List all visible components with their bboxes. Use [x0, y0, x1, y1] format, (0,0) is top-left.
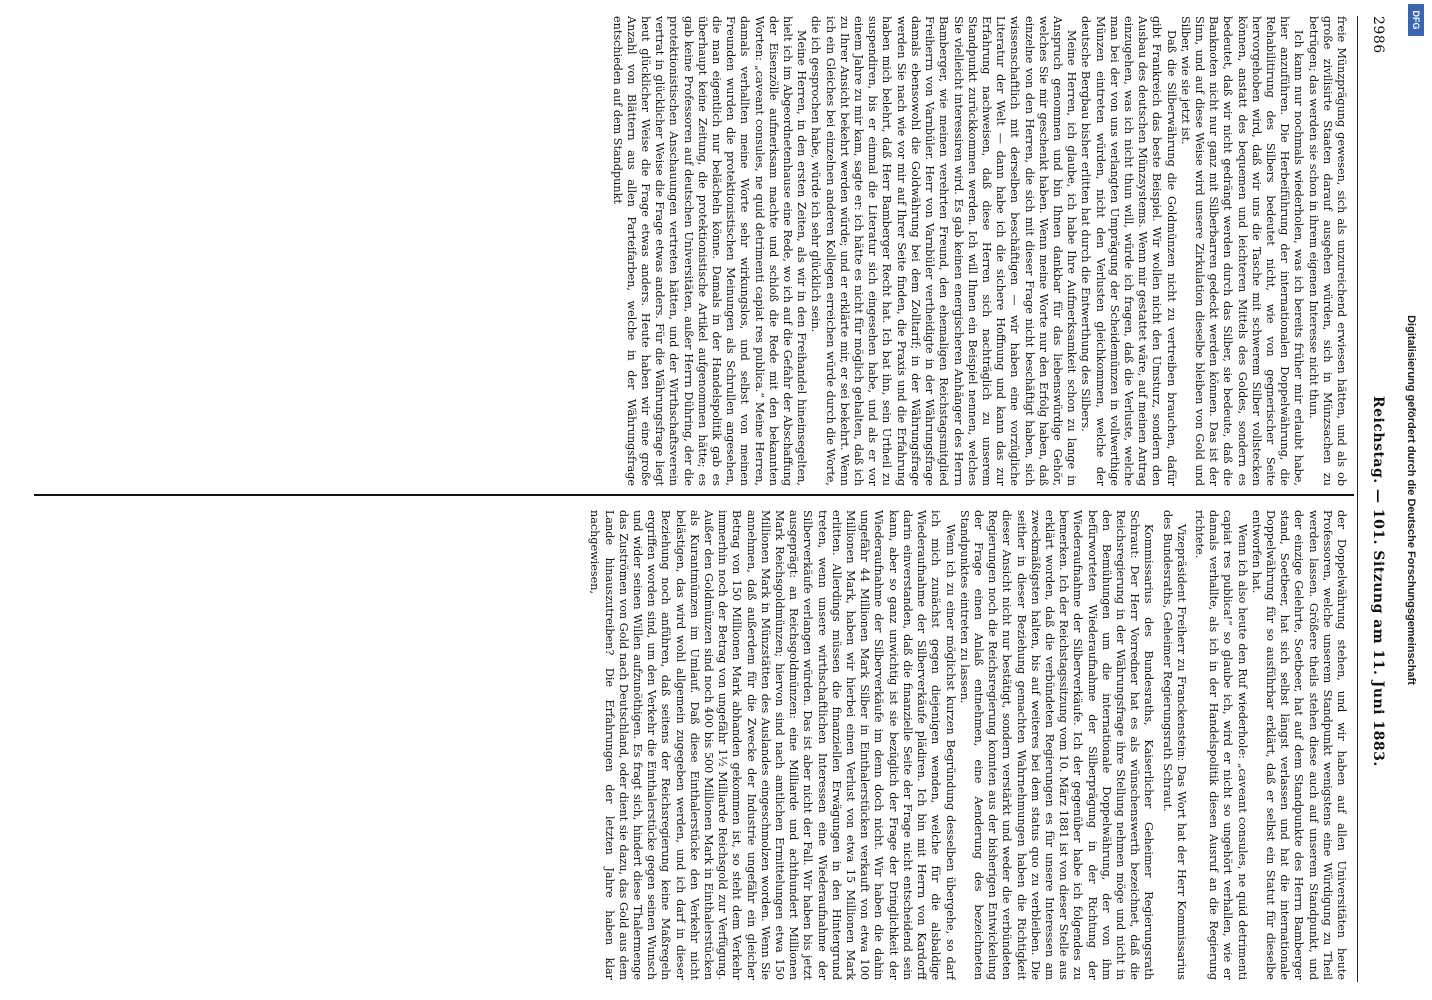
page-header	[1356, 16, 1392, 982]
dfg-logo	[1408, 4, 1424, 36]
digitization-notice-text: Digitalisierung gefördert durch die Deutsche Forschungsgemeinschaft	[1405, 315, 1417, 685]
column-divider	[34, 494, 1354, 496]
dfg-logo-text: DFG	[1411, 10, 1421, 30]
paragraph: der Doppelwährung stehen, und wir haben auf allen Universitäten heute Professoren, welche unserem Standpunkt wenigstens eine Würdigung zu Theil werden lassen. Größere theils stehen diese auch auf unserem Standpunkt, und der einzige Gelehrte, Soetbeer, hat auf dem Standpunkte des Herrn Bamberger stand, Soetbeer, hat sich selbst längst verlassen und hat die internationale Doppelwährung für so ausführbar erklärt, daß er selbst ein Statut für dieselbe entworfen hat.	[1249, 510, 1348, 980]
speaker-paragraph: Kommissarius des Bundesraths, Kaiserlicher Geheimer Regierungsrath Schraut: Der Herr Vorredner hat es als wünschenswerth bezeichnet, daß die Reichsregierung in der Währungsfrage ihre Stellung nehmen möge und nicht in den Bemühungen um die internationale Doppelwährung, der von ihm befürworteten Wiederaufnahme der Silberprägung in der Richtung der Wiederaufnahme der Silberverkäufe. Ich der gegenüber habe ich folgendes zu bemerken. Ich der Reichstagssitzung vom 10. März 1881 ist von dieser Stelle aus erklärt worden, daß die verbündeten Regierungen es für unsere Interessen am zweckmäßigsten halten, bis auf weiteres bei dem status quo zu verbleiben. Die seither in dieser Beziehung gemachten Wahrnehmungen haben die Richtigkeit dieser Ansicht nicht nur bestätigt, sondern verstärkt und weder die verbündeten Regierungen noch die Reichsregierung konnten aus der bisherigen Entwickelung der Frage einen Anlaß entnehmen, eine Aenderung des bezeichneten Standpunktes eintreten zu lassen.	[957, 510, 1156, 980]
rotated-page-content	[22, 0, 1400, 1000]
paragraph: Wenn ich zu einer möglichst kurzen Begründung desselben übergehe, so darf ich mich zunächst gegen diejenigen wenden, welche für die alsbaldige Wiederaufnahme der Silberverkäufe plädiren. Ich bin mit Herrn von Kardorff darin einverstanden, daß die finanzielle Seite der Frage nicht entscheidend sein kann, aber so ganz unwichtig ist sie bezüglich der Frage der Dringlichkeit der Wiederaufnahme der Silberverkäufe im denn doch nicht. Wir haben die dahin ungefähr 44 Millionen Mark Silber in Einthalerstücken verkauft von etwa 100 Millionen Mark, haben wir hierbei einen Verlust von etwa 15 Millionen Mark erlitten. Allerdings müssen die finanziellen Erwägungen in den Hintergrund treten, wenn unsere wirthschaftlichen Interessen eine Wiederaufnahme der Silberverkäufe verlangen würden. Das ist aber nicht der Fall. Wir haben bis jetzt ausgeprägt: an Reichsgoldmünzen: eine Milliarde und achthundert Millionen Mark Reichsgoldmünzen; hiervon sind nach amtlichen Ermittelungen etwa 150 Millionen Mark in Münzstätten des Auslandes eingeschmolzen worden. Wenn Sie annehmen, daß außerdem für die Zwecke der Industrie ungefähr ein gleicher Betrag von 150 Millionen Mark abhanden gekommen ist, so steht dem Verkehr immerhin noch der Betrag von ungefähr 1½ Milliarde Reichsgold zur Verfügung. Außer den Goldmünzen sind noch 400 bis 500 Millionen Mark in Einthalerstücken als Kurantmünzen im Umlauf. Daß diese Einthalerstücke den Verkehr nicht belästigen, das wird wohl allgemein zugegeben werden, und ich darf in dieser Beziehung noch anführen, daß seitens der Reichsregierung keine Maßregeln ergriffen worden sind, um den Verkehr die Einthalerstücke gegen seinen Wunsch und wider seinen Willen aufzunöthigen. Es fragt sich, hindert diese Thalermenge das Zuströmen von Gold nach Deutschland, oder dient sie dazu, das Gold aus dem Lande hinauszutreiben? Die Erfahrungen der letzten Jahre haben klar nachgewiesen,	[588, 510, 957, 980]
speaker-paragraph: Vizepräsident Freiherr zu Franckenstein: Das Wort hat der Herr Kommissarius des Bundesraths, Geheimer Regierungsrath Schraut.	[1160, 510, 1188, 980]
right-column	[38, 510, 1348, 980]
paragraph: freie Münzprägung gewesen, sich als unzureichend erwiesen hätten, und als ob große zivilisirte Staaten darauf ausgehen würden, sich in Münzsachen zu betrügen; das werden sie schon in ihrem eigenen Interesse nicht thun.	[1306, 16, 1348, 486]
header-rule	[1357, 16, 1358, 982]
left-column	[38, 16, 1348, 486]
digitization-notice	[1398, 0, 1424, 1000]
paragraph: Meine Herren, ich glaube, ich habe Ihre Aufmerksamkeit schon zu lange in Anspruch genommen und bin Ihnen dankbar für das liebenswürdige Gehör, welches Sie mir geschenkt haben. Wenn meine Worte nur den Erfolg haben, daß einzelne von den Herren, die sich mit dieser Frage nicht beschäftigt haben, sich wissenschaftlich mit derselben beschäftigen — wir haben eine vorzügliche Literatur der Welt — dann habe ich die sichere Hoffnung und kann das zur Erfahrung nachweisen, daß diese Herren sich nachträglich zu unserem Standpunkt zurückkommen werden. Ich will Ihnen ein Beispiel nennen, welches Sie vielleicht interessiren wird. Es gab keinen energischeren Anhänger des Herrn Bamberger, wie meinen verehrten Freund, den ehemaligen Reichstagsmitglied Freiherrn von Varnbüler. Herr von Varnbüler vertheidigte in der Währungsfrage damals ebensowohl die Goldwährung bei dem Zolltarif; in der Währungsfrage werden Sie nach wie vor mir auf Ihrer Seite finden, die Praxis und die Erfahrung haben mich belehrt, daß Herr Bamberger Recht hat. Ich bat ihn, sein Urtheil zu suspendiren, bis er einmal die Literatur sich eingesehen habe, und als er vor einem Jahre zu mir kam, sagte er: ich hätte es nicht für möglich gehalten, daß ich zu Ihrer Ansicht bekehrt werden würde; und er erklärte mir, er sei bekehrt. Wenn ich ein Gleiches bei einzelnen anderen Kollegen erreichen würde durch die Worte, die ich gesprochen habe, würde ich sehr glücklich sein.	[809, 16, 1079, 486]
paragraph: Meine Herren, in den ersten Zeiten, als wir in den Freihandel hineinsegelten, hielt ich im Abgeordnetenhause eine Rede, wo ich auf die Gefahr der Abschaffung der Eisenzölle aufmerksam machte und schloß die Rede mit den bekannten Worten: „caveant consules, ne quid detrimenti capiat res publica.“ Meine Herren, damals verhallten meine Worte sehr wirkungslos, und selbst von meinen Freunden wurden die protektionistischen Meinungen als Schrullen angesehen, die man eigentlich nur belächeln könne. Damals in der Handelspolitik gab es überhaupt keine Zeitung, die protektionistische Artikel aufgenommen hätte; es gab keine Professoren auf deutschen Universitäten, außer Herrn Dühring, der die protektionistischen Anschauungen vertreten hätten, und der Wirthschaftsverein vertrat in glücklicher Weise die Frage etwas anders. Für die Währungsfrage liegt heut glücklicher Weise die Frage etwas anders. Heute haben wir eine große Anzahl von Blättern aus allen Parteifarben, welche in der Währungsfrage entschieden auf dem Standpunkt	[610, 16, 809, 486]
paragraph: Daß die Silberwährung die Goldmünzen nicht zu vertreiben brauchen, dafür gibt Frankreich das beste Beispiel. Wir wollen nicht den Umsturz, sondern den Ausbau des deutschen Münzsystems. Wenn mir gestattet wäre, auf meinen Antrag einzugehen, was ich nicht thun will, würde ich fragen, daß die Verluste, welche man bei der von uns verlangten Umprägung der Scheidemünzen in vollwerthige Münzen eintreten würden, nicht den Verlusten gleichkommen, welche der deutsche Bergbau bisher erlitten hat durch die Entwerthung des Silbers.	[1079, 16, 1178, 486]
page-number: 2986	[1370, 16, 1386, 54]
paragraph: Ich kann nur nochmals wiederholen, was ich bereits früher mir erlaubt habe, hier anzuführen. Die Herbeiführung der internationalen Doppelwährung, die Rehabilitirung des Silbers bedeutet nicht, wie von gegnerischer Seite hervorgehoben wird, daß wir uns die Tasche mit schwerem Silber vollstecken können, anstatt des bequemen und leichteren Mittels des Goldes, sondern es bedeutet, daß wir nicht gedrängt werden durch das Silber, sie bedeute, daß die Banknoten nicht nur ganz mit Silberbarren gedeckt werden können. Das ist der Sinn, und auf diese Weise wird unsere Zirkulation dieselbe bleiben von Gold und Silber, wie sie jetzt ist.	[1178, 16, 1306, 486]
spacer	[1188, 510, 1192, 980]
page-title: Reichstag. — 101. Sitzung am 11. Juni 1883.	[1370, 396, 1386, 767]
paragraph: Wenn ich also heute den Ruf wiederhole: „caveant consules, ne quid detrimenti capiat res publica!“ so glaube ich, wird er nicht so ungehört verhallen, wie er damals verhallte, als ich in der Handelspolitik diesen Ausruf an die Regierung richtete.	[1192, 510, 1249, 980]
